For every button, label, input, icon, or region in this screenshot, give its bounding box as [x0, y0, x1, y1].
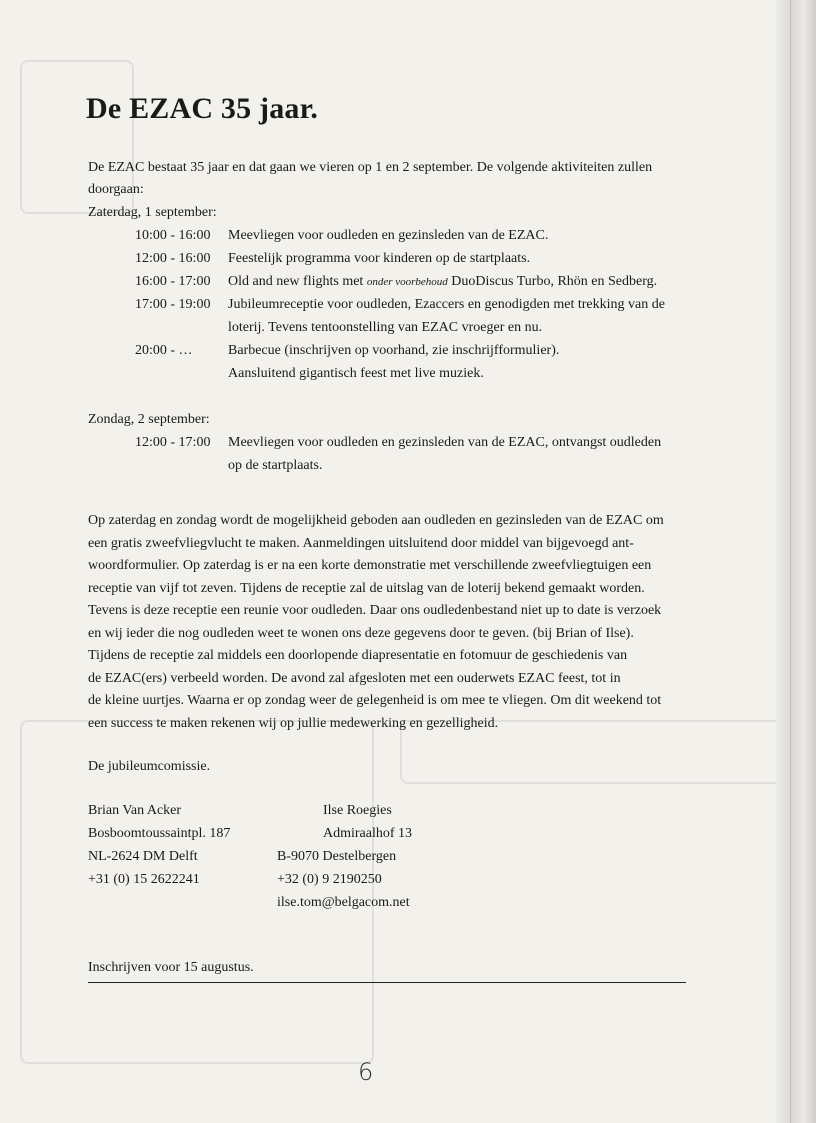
- paragraph-line: woordformulier. Op zaterdag is er na een korte demonstratie met verschillende zweefvliegtuigen een: [88, 558, 652, 573]
- page-title: De EZAC 35 jaar.: [86, 92, 319, 125]
- intro-line-1: De EZAC bestaat 35 jaar en dat gaan we vieren op 1 en 2 september. De volgende aktiviteiten zullen: [88, 160, 653, 175]
- schedule-desc-emphasis: onder voorbehoud: [366, 276, 448, 288]
- paragraph-line: een success te maken rekenen wij op jullie medewerking en gezelligheid.: [88, 715, 499, 731]
- contact-phone-left: +31 (0) 15 2622241: [88, 872, 200, 887]
- contact-address-right: Admiraalhof 13: [323, 826, 413, 841]
- paragraph-line: receptie van vijf tot zeven. Tijdens de receptie zal de uitslag van de loterij bekend gemaakt worden.: [88, 580, 645, 596]
- contact-city-right: B-9070 Destelbergen: [277, 849, 397, 864]
- contact-email-right: ilse.tom@belgacom.net: [277, 895, 410, 910]
- divider-line: [88, 982, 686, 983]
- registration-deadline: Inschrijven voor 15 augustus.: [88, 960, 254, 975]
- schedule-desc: [228, 271, 657, 293]
- schedule-desc: Jubileumreceptie voor oudleden, Ezaccers en genodigden met trekking van de: [228, 297, 665, 312]
- schedule-desc: Meevliegen voor oudleden en gezinsleden van de EZAC.: [228, 228, 549, 243]
- schedule-desc: Aansluitend gigantisch feest met live muziek.: [228, 366, 484, 381]
- schedule-time: 10:00 - 16:00: [135, 228, 211, 243]
- schedule-time: 12:00 - 16:00: [135, 251, 211, 266]
- page-number: 6: [358, 1058, 374, 1086]
- saturday-heading: Zaterdag, 1 september:: [88, 205, 217, 220]
- paragraph-line: Op zaterdag en zondag wordt de mogelijkheid geboden aan oudleden en gezinsleden van de EZAC om: [88, 513, 664, 528]
- schedule-desc-part: Old and new flights met: [228, 274, 367, 289]
- paragraph-line: een gratis zweefvliegvlucht te maken. Aanmeldingen uitsluitend door middel van bijgevoegd ant-: [88, 535, 634, 551]
- intro-line-2: doorgaan:: [88, 182, 144, 197]
- schedule-desc: Feestelijk programma voor kinderen op de startplaats.: [228, 251, 531, 266]
- schedule-desc: op de startplaats.: [228, 458, 323, 473]
- schedule-time: 12:00 - 17:00: [135, 435, 211, 450]
- schedule-time: 17:00 - 19:00: [135, 297, 211, 312]
- schedule-desc-part: DuoDiscus Turbo, Rhön en Sedberg.: [447, 274, 658, 289]
- sunday-heading: Zondag, 2 september:: [88, 412, 210, 427]
- signature: De jubileumcomissie.: [88, 759, 211, 774]
- schedule-desc: Barbecue (inschrijven op voorhand, zie inschrijfformulier).: [228, 343, 560, 358]
- schedule-time: 20:00 - …: [135, 343, 193, 358]
- schedule-desc: Meevliegen voor oudleden en gezinsleden van de EZAC, ontvangst oudleden: [228, 435, 662, 450]
- paragraph-line: Tevens is deze receptie een reunie voor oudleden. Daar ons oudledenbestand niet up to date is verzoek: [88, 603, 662, 618]
- contact-phone-right: +32 (0) 9 2190250: [277, 872, 382, 887]
- schedule-time: 16:00 - 17:00: [135, 274, 211, 289]
- page-binding-edge: [776, 0, 816, 1123]
- contact-name-left: Brian Van Acker: [88, 803, 182, 818]
- schedule-desc: loterij. Tevens tentoonstelling van EZAC vroeger en nu.: [228, 320, 543, 335]
- paragraph-line: en wij ieder die nog oudleden weet te wonen ons deze gegevens door te geven. (bij Brian of Ilse).: [88, 625, 634, 641]
- contact-address-left: Bosboomtoussaintpl. 187: [88, 826, 231, 841]
- contact-city-left: NL-2624 DM Delft: [88, 849, 198, 864]
- contact-name-right: Ilse Roegies: [323, 803, 392, 818]
- body-paragraph: [88, 510, 698, 735]
- paragraph-line: Tijdens de receptie zal middels een doorlopende diapresentatie en fotomuur de geschiedenis van: [88, 648, 628, 663]
- paragraph-line: de kleine uurtjes. Waarna er op zondag weer de gelegenheid is om mee te vliegen. Om dit weekend tot: [88, 693, 662, 708]
- paragraph-line: de EZAC(ers) verbeeld worden. De avond zal afgesloten met een ouderwets EZAC feest, tot in: [88, 670, 621, 686]
